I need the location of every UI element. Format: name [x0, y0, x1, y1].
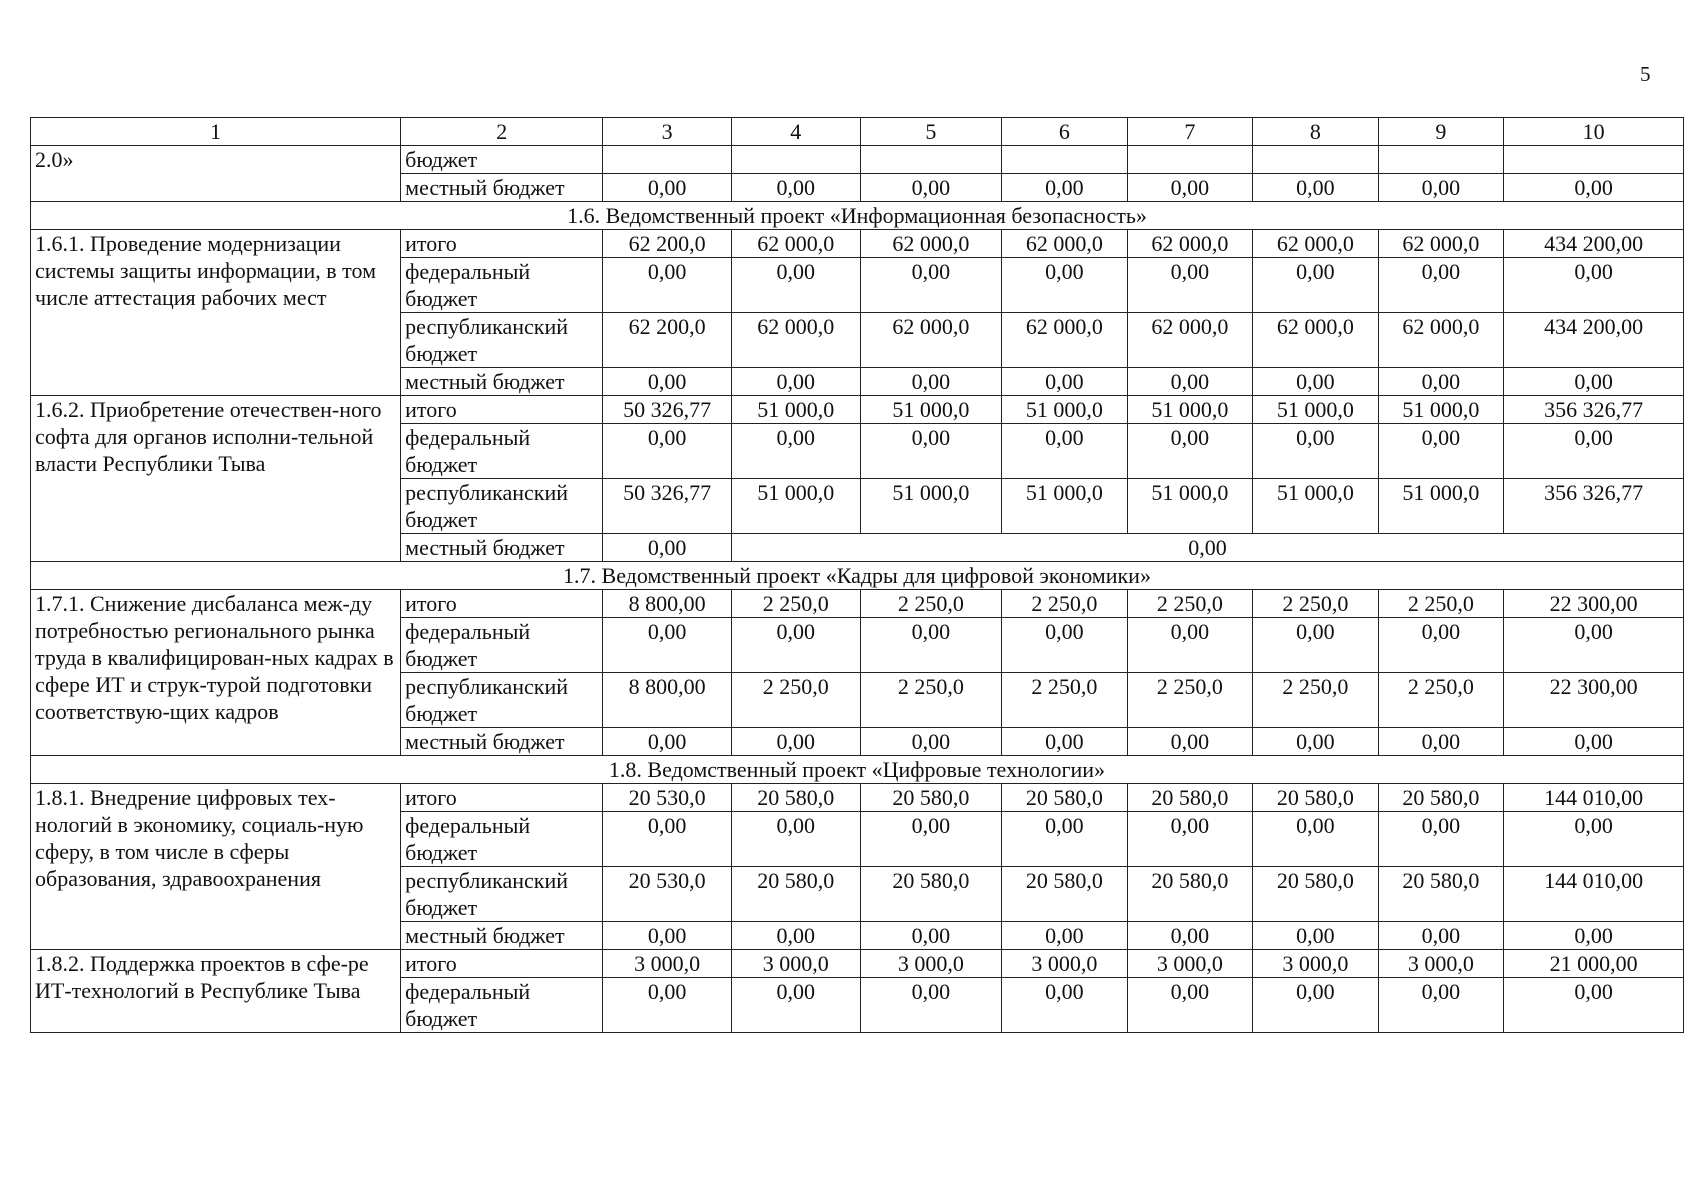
value-cell: 0,00 [603, 978, 732, 1033]
value-cell: 356 326,77 [1504, 396, 1684, 424]
value-cell: 62 000,0 [1127, 230, 1253, 258]
value-cell: 0,00 [1002, 728, 1128, 756]
value-cell: 0,00 [1253, 424, 1379, 479]
value-cell: 2 250,0 [1253, 673, 1379, 728]
value-cell: 0,00 [1378, 424, 1504, 479]
fund-type-cell: итого [401, 230, 603, 258]
value-cell: 0,00 [731, 812, 860, 867]
value-cell: 434 200,00 [1504, 313, 1684, 368]
value-cell: 50 326,77 [603, 479, 732, 534]
value-cell: 0,00 [1378, 728, 1504, 756]
fund-type-cell: бюджет [401, 146, 603, 174]
value-cell: 0,00 [731, 368, 860, 396]
value-cell: 0,00 [1378, 922, 1504, 950]
value-cell: 0,00 [731, 922, 860, 950]
value-cell: 0,00 [1378, 978, 1504, 1033]
fund-type-cell: итого [401, 950, 603, 978]
value-cell: 2 250,0 [1253, 590, 1379, 618]
value-cell: 2 250,0 [860, 590, 1001, 618]
fund-type-cell: местный бюджет [401, 368, 603, 396]
value-cell: 20 580,0 [1127, 784, 1253, 812]
fund-type-cell: местный бюджет [401, 922, 603, 950]
column-header: 6 [1002, 118, 1128, 146]
value-cell: 0,00 [1378, 174, 1504, 202]
value-cell: 62 000,0 [1002, 313, 1128, 368]
fund-type-cell: федеральный бюджет [401, 258, 603, 313]
value-cell: 51 000,0 [1002, 479, 1128, 534]
section-row [31, 202, 1684, 230]
value-cell: 51 000,0 [1253, 396, 1379, 424]
value-cell: 0,00 [1127, 174, 1253, 202]
value-cell: 51 000,0 [860, 396, 1001, 424]
budget-table [30, 117, 1684, 1033]
value-cell: 8 800,00 [603, 590, 732, 618]
value-cell: 3 000,0 [1002, 950, 1128, 978]
value-cell: 51 000,0 [860, 479, 1001, 534]
value-cell: 3 000,0 [860, 950, 1001, 978]
value-cell: 0,00 [1504, 728, 1684, 756]
value-cell: 51 000,0 [1378, 396, 1504, 424]
item-label: 1.8.1. Внедрение цифровых тех-нологий в экономику, социаль-ную сферу, в том числе в сферы образования, здравоохранения [31, 784, 401, 950]
fund-type-cell: федеральный бюджет [401, 424, 603, 479]
value-cell: 0,00 [1002, 258, 1128, 313]
value-cell: 0,00 [603, 812, 732, 867]
value-cell: 0,00 [731, 618, 860, 673]
value-cell: 0,00 [603, 618, 732, 673]
value-cell: 0,00 [603, 534, 732, 562]
value-cell: 22 300,00 [1504, 590, 1684, 618]
value-cell: 51 000,0 [1002, 396, 1128, 424]
value-cell: 0,00 [603, 424, 732, 479]
value-cell: 20 580,0 [1002, 867, 1128, 922]
value-cell: 2 250,0 [1002, 590, 1128, 618]
value-cell: 0,00 [1002, 424, 1128, 479]
value-cell: 0,00 [1504, 978, 1684, 1033]
value-cell: 62 000,0 [1378, 230, 1504, 258]
value-cell: 0,00 [1127, 258, 1253, 313]
fund-type-cell: федеральный бюджет [401, 978, 603, 1033]
value-cell: 0,00 [603, 174, 732, 202]
value-cell: 20 580,0 [860, 867, 1001, 922]
table-row [31, 950, 1684, 978]
value-cell [1002, 146, 1128, 174]
fund-type-cell: итого [401, 590, 603, 618]
value-cell: 0,00 [1253, 368, 1379, 396]
value-cell: 3 000,0 [1378, 950, 1504, 978]
table-body [31, 118, 1684, 1033]
value-cell: 8 800,00 [603, 673, 732, 728]
item-label: 1.7.1. Снижение дисбаланса меж-ду потребностью регионального рынка труда в квалифицирован-ных кадрах в сфере ИТ и струк-турой подготовки соответствую-щих кадров [31, 590, 401, 756]
value-cell: 0,00 [860, 258, 1001, 313]
value-cell: 0,00 [1504, 174, 1684, 202]
value-cell: 0,00 [1504, 258, 1684, 313]
value-cell: 0,00 [1002, 174, 1128, 202]
fund-type-cell: местный бюджет [401, 174, 603, 202]
value-cell: 0,00 [1127, 922, 1253, 950]
value-cell: 22 300,00 [1504, 673, 1684, 728]
value-cell: 20 580,0 [731, 867, 860, 922]
value-cell: 2 250,0 [1127, 590, 1253, 618]
value-cell: 2 250,0 [1002, 673, 1128, 728]
value-cell: 2 250,0 [731, 673, 860, 728]
value-cell: 0,00 [1127, 618, 1253, 673]
value-cell: 20 580,0 [1002, 784, 1128, 812]
column-header: 5 [860, 118, 1001, 146]
fund-type-cell: республиканский бюджет [401, 673, 603, 728]
value-cell: 144 010,00 [1504, 784, 1684, 812]
value-cell: 0,00 [860, 728, 1001, 756]
section-title: 1.6. Ведомственный проект «Информационная безопасность» [31, 202, 1684, 230]
value-cell: 0,00 [1002, 922, 1128, 950]
item-label: 1.6.2. Приобретение отечествен-ного софта для органов исполни-тельной власти Республики Тыва [31, 396, 401, 562]
section-row [31, 562, 1684, 590]
value-cell: 0,00 [1002, 812, 1128, 867]
value-cell [1378, 146, 1504, 174]
fund-type-cell: местный бюджет [401, 534, 603, 562]
section-row [31, 756, 1684, 784]
merged-value-cell: 0,00 [731, 534, 1683, 562]
value-cell: 0,00 [1504, 812, 1684, 867]
value-cell: 0,00 [1504, 922, 1684, 950]
value-cell: 21 000,00 [1504, 950, 1684, 978]
value-cell: 51 000,0 [1378, 479, 1504, 534]
value-cell: 62 000,0 [1127, 313, 1253, 368]
value-cell: 20 580,0 [1253, 867, 1379, 922]
value-cell: 20 580,0 [1378, 784, 1504, 812]
column-header: 7 [1127, 118, 1253, 146]
value-cell: 20 580,0 [1253, 784, 1379, 812]
column-header: 2 [401, 118, 603, 146]
value-cell: 144 010,00 [1504, 867, 1684, 922]
value-cell: 3 000,0 [603, 950, 732, 978]
value-cell: 20 530,0 [603, 867, 732, 922]
value-cell: 0,00 [1253, 174, 1379, 202]
value-cell: 51 000,0 [1127, 396, 1253, 424]
value-cell: 51 000,0 [1127, 479, 1253, 534]
value-cell: 0,00 [731, 424, 860, 479]
value-cell: 62 000,0 [731, 230, 860, 258]
value-cell: 0,00 [1504, 424, 1684, 479]
value-cell: 2 250,0 [860, 673, 1001, 728]
value-cell: 20 580,0 [1378, 867, 1504, 922]
value-cell: 20 530,0 [603, 784, 732, 812]
column-header: 3 [603, 118, 732, 146]
value-cell: 0,00 [731, 728, 860, 756]
fund-type-cell: федеральный бюджет [401, 812, 603, 867]
value-cell: 356 326,77 [1504, 479, 1684, 534]
value-cell: 0,00 [603, 728, 732, 756]
section-title: 1.8. Ведомственный проект «Цифровые технологии» [31, 756, 1684, 784]
value-cell: 0,00 [1127, 978, 1253, 1033]
column-header: 9 [1378, 118, 1504, 146]
value-cell: 62 200,0 [603, 230, 732, 258]
value-cell [1504, 146, 1684, 174]
table-row [31, 590, 1684, 618]
column-header-row [31, 118, 1684, 146]
value-cell: 0,00 [860, 978, 1001, 1033]
value-cell: 62 000,0 [860, 230, 1001, 258]
value-cell: 62 000,0 [1378, 313, 1504, 368]
value-cell: 62 200,0 [603, 313, 732, 368]
value-cell: 20 580,0 [860, 784, 1001, 812]
value-cell: 0,00 [1253, 978, 1379, 1033]
fund-type-cell: местный бюджет [401, 728, 603, 756]
value-cell: 0,00 [1253, 618, 1379, 673]
value-cell: 62 000,0 [860, 313, 1001, 368]
value-cell: 0,00 [860, 174, 1001, 202]
table-row [31, 396, 1684, 424]
value-cell: 51 000,0 [731, 396, 860, 424]
fund-type-cell: итого [401, 396, 603, 424]
value-cell: 0,00 [731, 174, 860, 202]
value-cell: 50 326,77 [603, 396, 732, 424]
value-cell: 0,00 [1253, 812, 1379, 867]
fund-type-cell: республиканский бюджет [401, 313, 603, 368]
value-cell: 0,00 [1002, 978, 1128, 1033]
value-cell: 20 580,0 [731, 784, 860, 812]
table-row [31, 230, 1684, 258]
value-cell: 0,00 [1253, 258, 1379, 313]
value-cell: 2 250,0 [1378, 590, 1504, 618]
value-cell: 62 000,0 [1253, 313, 1379, 368]
value-cell: 0,00 [603, 922, 732, 950]
column-header: 1 [31, 118, 401, 146]
value-cell: 51 000,0 [1253, 479, 1379, 534]
fund-type-cell: итого [401, 784, 603, 812]
item-label: 2.0» [31, 146, 401, 202]
value-cell: 0,00 [1504, 618, 1684, 673]
table-row [31, 784, 1684, 812]
value-cell: 0,00 [860, 812, 1001, 867]
value-cell: 0,00 [1002, 618, 1128, 673]
page-number: 5 [1640, 62, 1651, 86]
value-cell: 3 000,0 [1253, 950, 1379, 978]
value-cell: 0,00 [1127, 728, 1253, 756]
value-cell: 0,00 [1127, 424, 1253, 479]
value-cell: 0,00 [1378, 258, 1504, 313]
section-title: 1.7. Ведомственный проект «Кадры для цифровой экономики» [31, 562, 1684, 590]
value-cell: 0,00 [1504, 368, 1684, 396]
value-cell: 0,00 [1253, 922, 1379, 950]
value-cell [860, 146, 1001, 174]
fund-type-cell: республиканский бюджет [401, 479, 603, 534]
value-cell: 0,00 [731, 978, 860, 1033]
value-cell: 0,00 [1378, 812, 1504, 867]
item-label: 1.8.2. Поддержка проектов в сфе-ре ИТ-технологий в Республике Тыва [31, 950, 401, 1033]
value-cell [731, 146, 860, 174]
value-cell: 0,00 [860, 368, 1001, 396]
column-header: 4 [731, 118, 860, 146]
value-cell: 62 000,0 [1253, 230, 1379, 258]
value-cell: 0,00 [1127, 368, 1253, 396]
value-cell: 0,00 [1127, 812, 1253, 867]
table-row [31, 146, 1684, 174]
value-cell: 51 000,0 [731, 479, 860, 534]
value-cell: 0,00 [603, 258, 732, 313]
value-cell: 3 000,0 [731, 950, 860, 978]
value-cell: 2 250,0 [1378, 673, 1504, 728]
value-cell [1253, 146, 1379, 174]
value-cell: 434 200,00 [1504, 230, 1684, 258]
value-cell: 0,00 [603, 368, 732, 396]
value-cell: 0,00 [1002, 368, 1128, 396]
value-cell: 62 000,0 [1002, 230, 1128, 258]
value-cell: 2 250,0 [1127, 673, 1253, 728]
value-cell [603, 146, 732, 174]
value-cell: 0,00 [1378, 618, 1504, 673]
value-cell: 0,00 [860, 618, 1001, 673]
value-cell: 0,00 [731, 258, 860, 313]
column-header: 10 [1504, 118, 1684, 146]
fund-type-cell: федеральный бюджет [401, 618, 603, 673]
value-cell: 62 000,0 [731, 313, 860, 368]
value-cell: 0,00 [1253, 728, 1379, 756]
value-cell: 20 580,0 [1127, 867, 1253, 922]
value-cell: 0,00 [860, 424, 1001, 479]
value-cell: 2 250,0 [731, 590, 860, 618]
fund-type-cell: республиканский бюджет [401, 867, 603, 922]
value-cell: 0,00 [1378, 368, 1504, 396]
value-cell: 0,00 [860, 922, 1001, 950]
value-cell: 3 000,0 [1127, 950, 1253, 978]
value-cell [1127, 146, 1253, 174]
column-header: 8 [1253, 118, 1379, 146]
item-label: 1.6.1. Проведение модернизации системы защиты информации, в том числе аттестация рабочих мест [31, 230, 401, 396]
